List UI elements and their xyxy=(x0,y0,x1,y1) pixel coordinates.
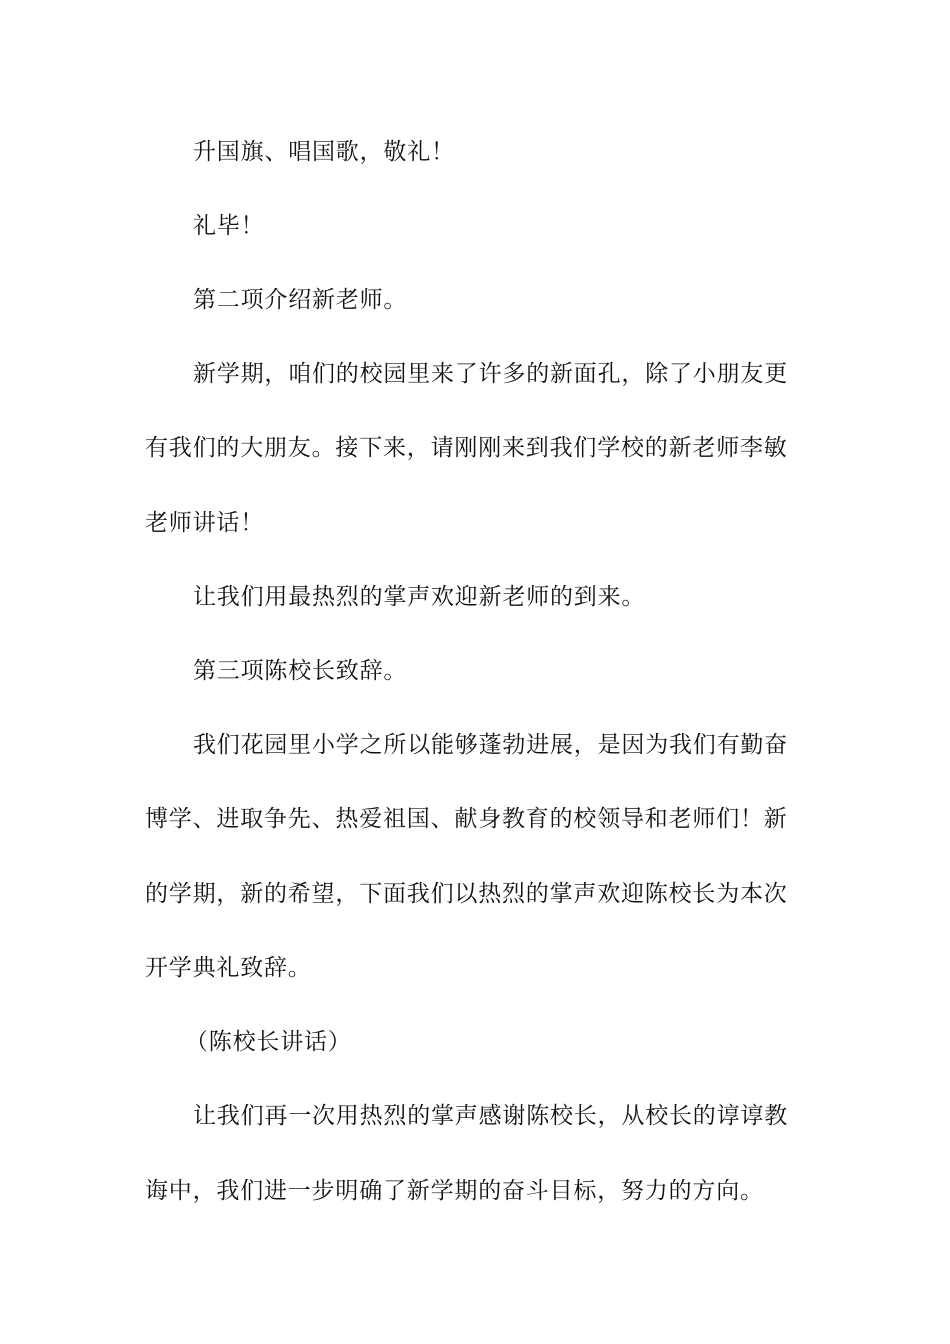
paragraph-line: 第二项介绍新老师。 xyxy=(193,287,408,313)
paragraph-line: 礼毕！ xyxy=(193,213,265,239)
paragraph-line: 让我们用最热烈的掌声欢迎新老师的到来。 xyxy=(193,584,646,610)
paragraph-line: 新学期，咱们的校园里来了许多的新面孔，除了小朋友更 xyxy=(193,361,788,387)
paragraph-line: 让我们再一次用热烈的掌声感谢陈校长，从校长的谆谆教 xyxy=(193,1103,788,1129)
paragraph-line: 我们花园里小学之所以能够蓬勃进展，是因为我们有勤奋 xyxy=(193,732,788,758)
paragraph-line: （陈校长讲话） xyxy=(185,1029,352,1055)
paragraph-line: 老师讲话！ xyxy=(145,510,264,536)
paragraph-line: 诲中，我们进一步明确了新学期的奋斗目标，努力的方向。 xyxy=(145,1178,764,1204)
paragraph-line: 第三项陈校长致辞。 xyxy=(193,658,408,684)
paragraph-line: 升国旗、唱国歌，敬礼！ xyxy=(193,139,455,165)
paragraph-line: 博学、进取争先、热爱祖国、献身教育的校领导和老师们！新 xyxy=(145,806,788,832)
paragraph-line: 有我们的大朋友。接下来，请刚刚来到我们学校的新老师李敏 xyxy=(145,435,788,461)
paragraph-line: 开学典礼致辞。 xyxy=(145,955,312,981)
paragraph-line: 的学期，新的希望，下面我们以热烈的掌声欢迎陈校长为本次 xyxy=(145,881,788,907)
